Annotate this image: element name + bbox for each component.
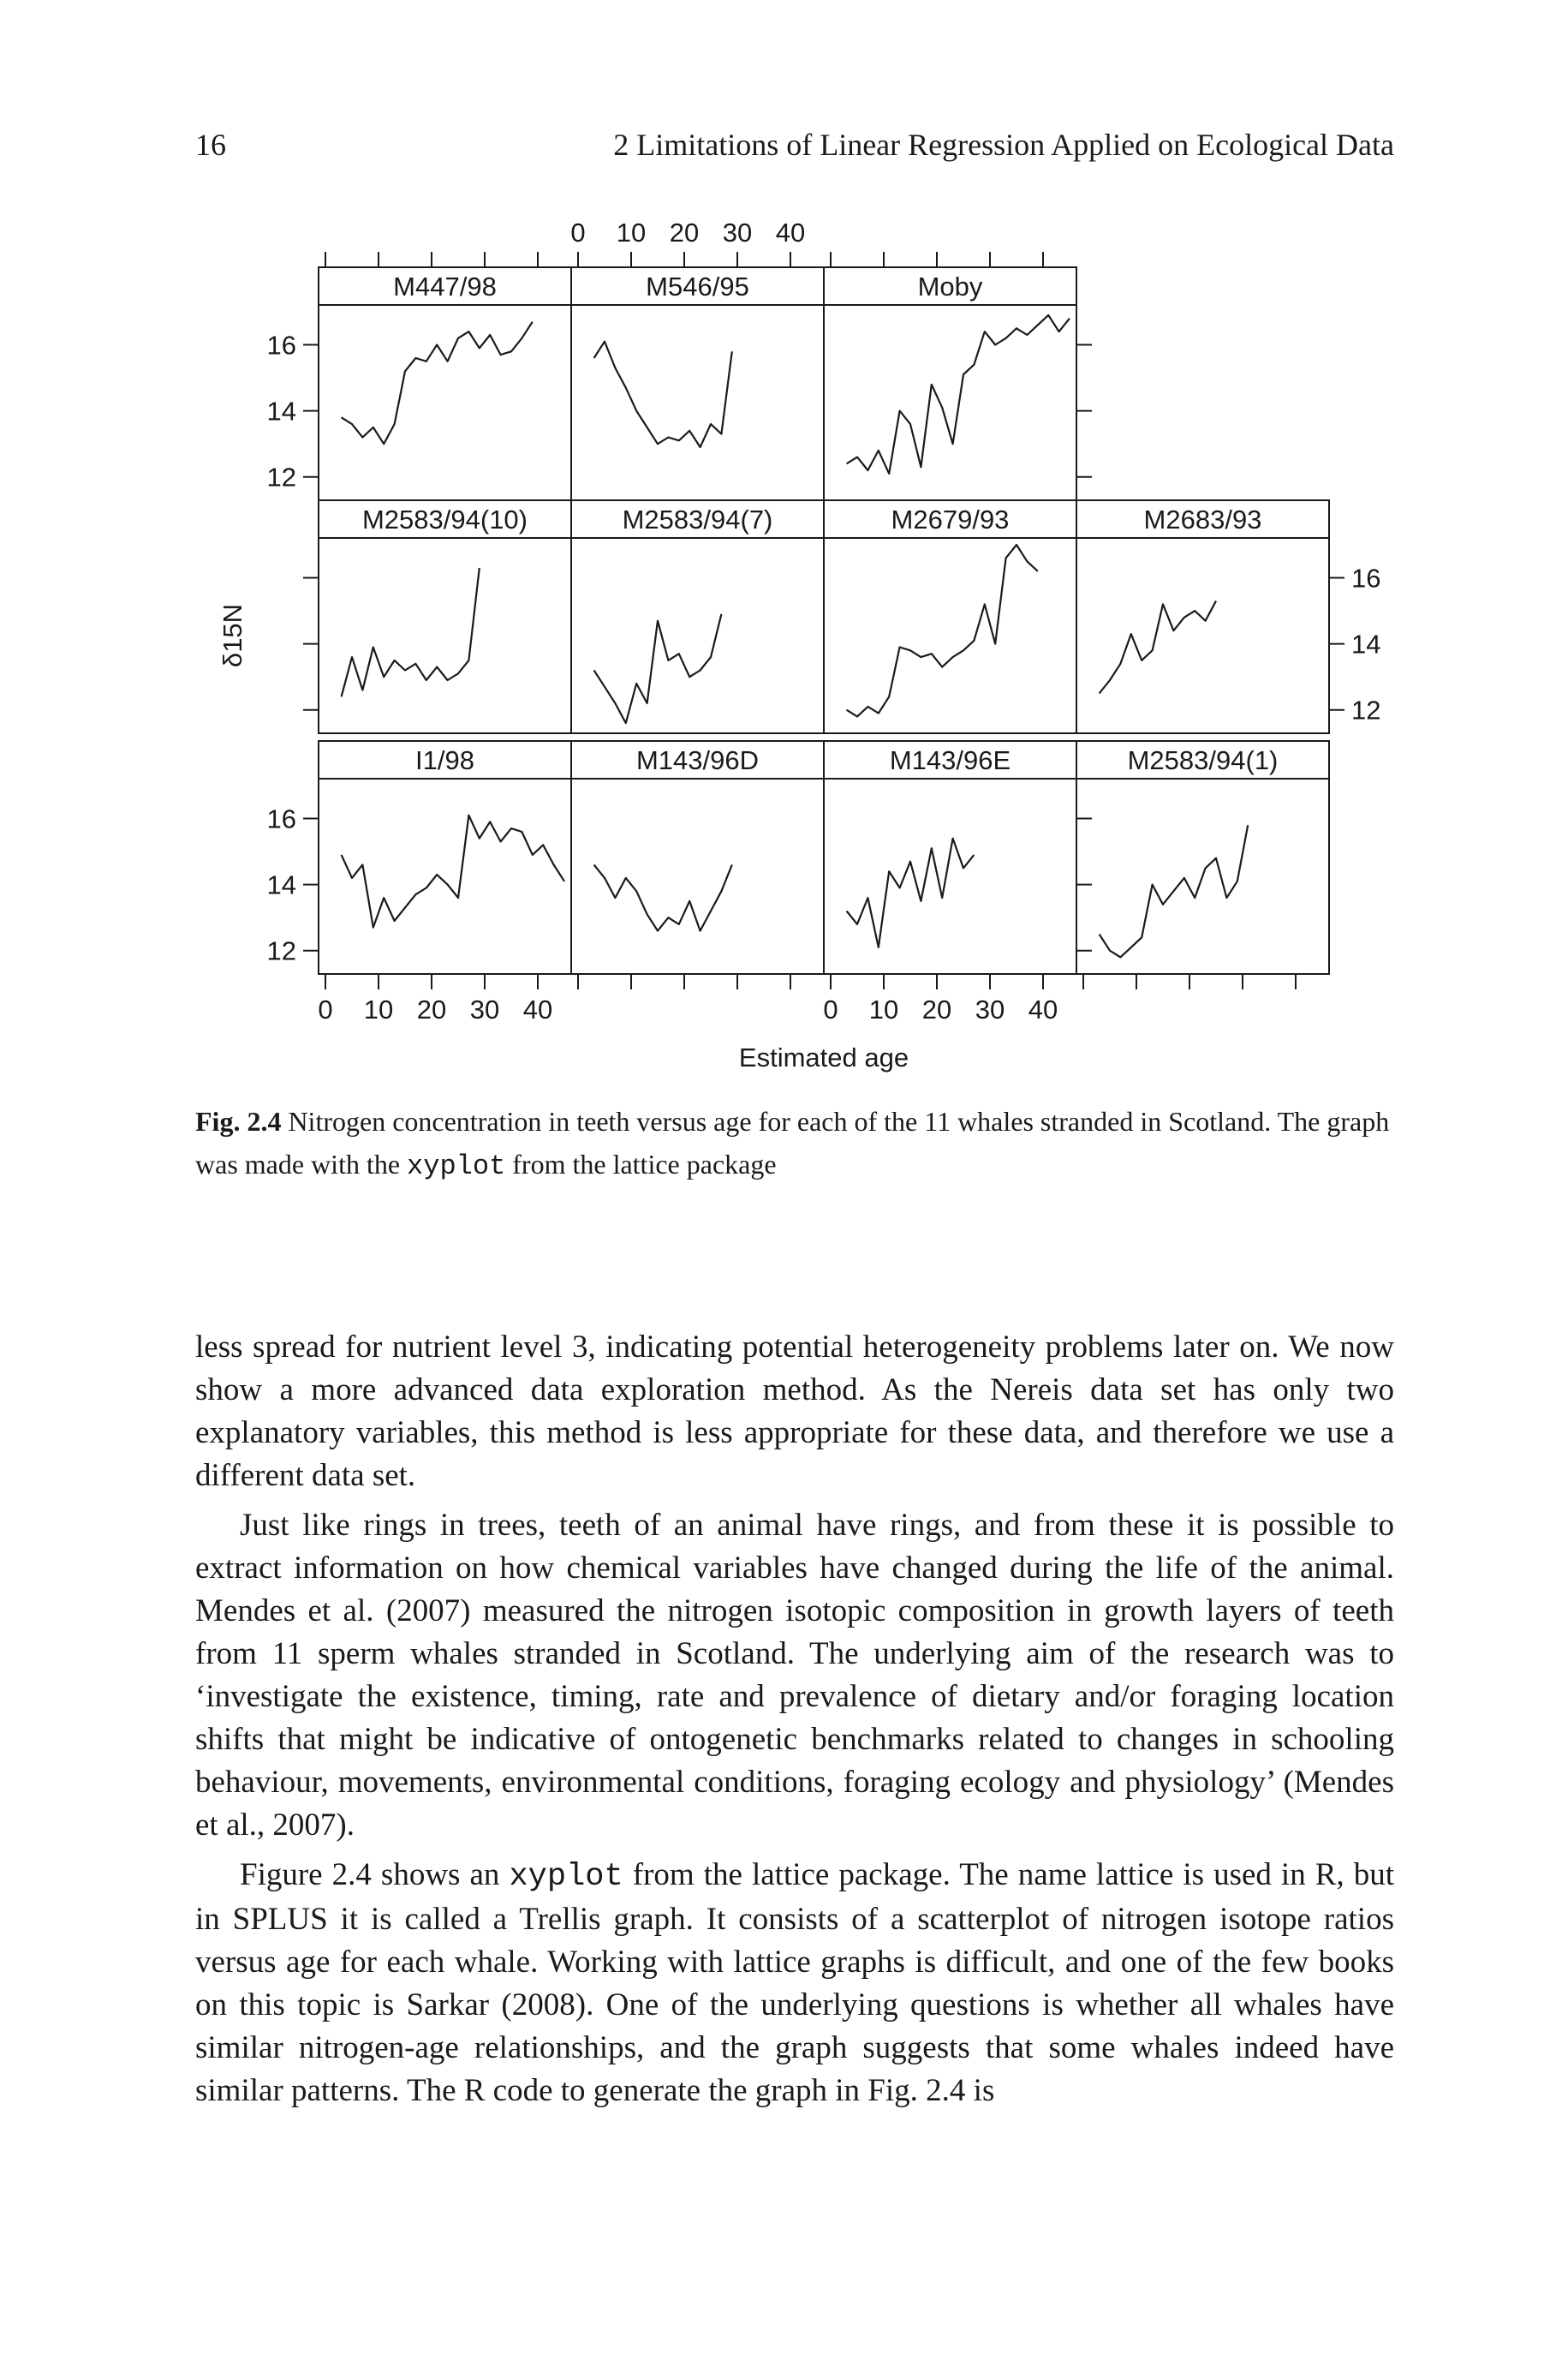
series-line (847, 315, 1070, 474)
x-tick-label: 30 (975, 995, 1005, 1025)
running-title: 2 Limitations of Linear Regression Applied on Ecological Data (613, 128, 1394, 162)
series-line (1100, 601, 1216, 694)
series-line (594, 342, 732, 447)
panel-frame (319, 741, 571, 974)
paragraph-3-end: from the lattice package. The name lattice is used in R, but in SPLUS it is called a Trellis graph. It consists of a scatterplot of nitrogen isotope ratios versus age for each whale. Working with lattice graphs is difficult, and one of the few books on this topic is Sarkar (2008). One of the underlying questions is whether all whales have similar nitrogen-age relationships, and the graph suggests that some whales indeed have similar patterns. The R code to generate the graph in Fig. 2.4 is (195, 1857, 1395, 2108)
panel-frame (319, 267, 571, 500)
series-line (594, 865, 732, 931)
caption-text-end: from the lattice package (512, 1149, 777, 1180)
y-tick-label: 14 (266, 869, 296, 900)
y-tick-label: 12 (1351, 695, 1381, 726)
panel-strip-label: M2583/94(1) (1127, 745, 1279, 775)
series-line (342, 322, 533, 445)
x-tick-label: 40 (775, 218, 806, 248)
y-tick-label: 14 (1351, 629, 1381, 660)
panel-strip-label: M2583/94(7) (622, 505, 773, 535)
caption-text: Nitrogen concentration in teeth versus age for each of the 11 whales stranded in Scotland. The graph was made with the (195, 1106, 1390, 1180)
body-text (195, 1326, 1394, 2119)
x-tick-label: 20 (416, 995, 447, 1025)
x-tick-label: 10 (363, 995, 394, 1025)
paragraph-3-start: Figure 2.4 shows an (240, 1857, 500, 1892)
figure-caption (195, 1100, 1394, 1188)
y-tick-label: 16 (266, 804, 296, 834)
y-tick-label: 16 (266, 330, 296, 361)
series-line (1100, 825, 1249, 957)
panel-strip-label: M143/96D (635, 745, 760, 775)
paragraph-3 (195, 1854, 1394, 2112)
lattice-figure (0, 0, 1568, 1096)
page-number: 16 (195, 128, 226, 162)
x-tick-label: 30 (722, 218, 753, 248)
x-tick-label: 0 (318, 995, 333, 1025)
x-tick-label: 30 (469, 995, 500, 1025)
paragraph-3-code: xyplot (509, 1859, 623, 1895)
series-line (594, 614, 722, 723)
panel-strip-label: I1/98 (415, 745, 474, 775)
y-tick-label: 12 (266, 935, 296, 966)
y-tick-label: 12 (266, 462, 296, 493)
y-axis-label: δ15N (218, 603, 247, 668)
panel-strip-label: M447/98 (393, 272, 497, 302)
x-tick-label: 40 (1028, 995, 1058, 1025)
x-tick-label: 0 (570, 218, 586, 248)
caption-code: xyplot (407, 1150, 506, 1182)
y-tick-label: 16 (1351, 563, 1381, 594)
panel-frame (824, 500, 1076, 733)
panel-frame (1076, 500, 1329, 733)
panel-strip-label: M143/96E (889, 745, 1011, 775)
y-tick-label: 14 (266, 396, 296, 427)
paragraph-2: Just like rings in trees, teeth of an animal have rings, and from these it is possible to extract information on how chemical variables have changed during the life of the animal. Mendes et al. (2007) measured the nitrogen isotopic composition in growth layers of teeth from 11 sperm whales stranded in Scotland. The underlying aim of the research was to ‘investigate the existence, timing, rate and prevalence of dietary and/or foraging location shifts that might be indicative of ontogenetic benchmarks related to changes in schooling behaviour, movements, environmental conditions, foraging ecology and physiology’ (Mendes et al., 2007). (195, 1508, 1394, 1843)
x-tick-label: 40 (522, 995, 553, 1025)
panel-frame (1076, 741, 1329, 974)
x-tick-label: 0 (823, 995, 838, 1025)
x-tick-label: 10 (616, 218, 647, 248)
x-tick-label: 20 (669, 218, 700, 248)
panel-frame (571, 741, 824, 974)
series-line (342, 568, 480, 696)
panel-frame (319, 500, 571, 733)
panel-frame (571, 500, 824, 733)
x-tick-label: 10 (868, 995, 899, 1025)
panel-frame (571, 267, 824, 500)
panel-strip-label: M2583/94(10) (361, 505, 528, 535)
panel-frame (824, 267, 1076, 500)
series-line (847, 545, 1038, 716)
x-tick-label: 20 (921, 995, 952, 1025)
caption-label: Fig. 2.4 (195, 1106, 282, 1137)
series-line (847, 839, 975, 947)
x-axis-label: Estimated age (738, 1043, 909, 1072)
panel-strip-label: M2683/93 (1143, 505, 1262, 535)
panel-strip-label: M546/95 (646, 272, 749, 302)
panel-strip-label: M2679/93 (891, 505, 1010, 535)
paragraph-1: less spread for nutrient level 3, indicating potential heterogeneity problems later on. We now show a more advanced data exploration method. As the Nereis data set has only two explanatory variables, this method is less appropriate for these data, and therefore we use a different data set. (195, 1329, 1394, 1493)
series-line (342, 816, 564, 928)
panel-strip-label: Moby (917, 272, 983, 302)
